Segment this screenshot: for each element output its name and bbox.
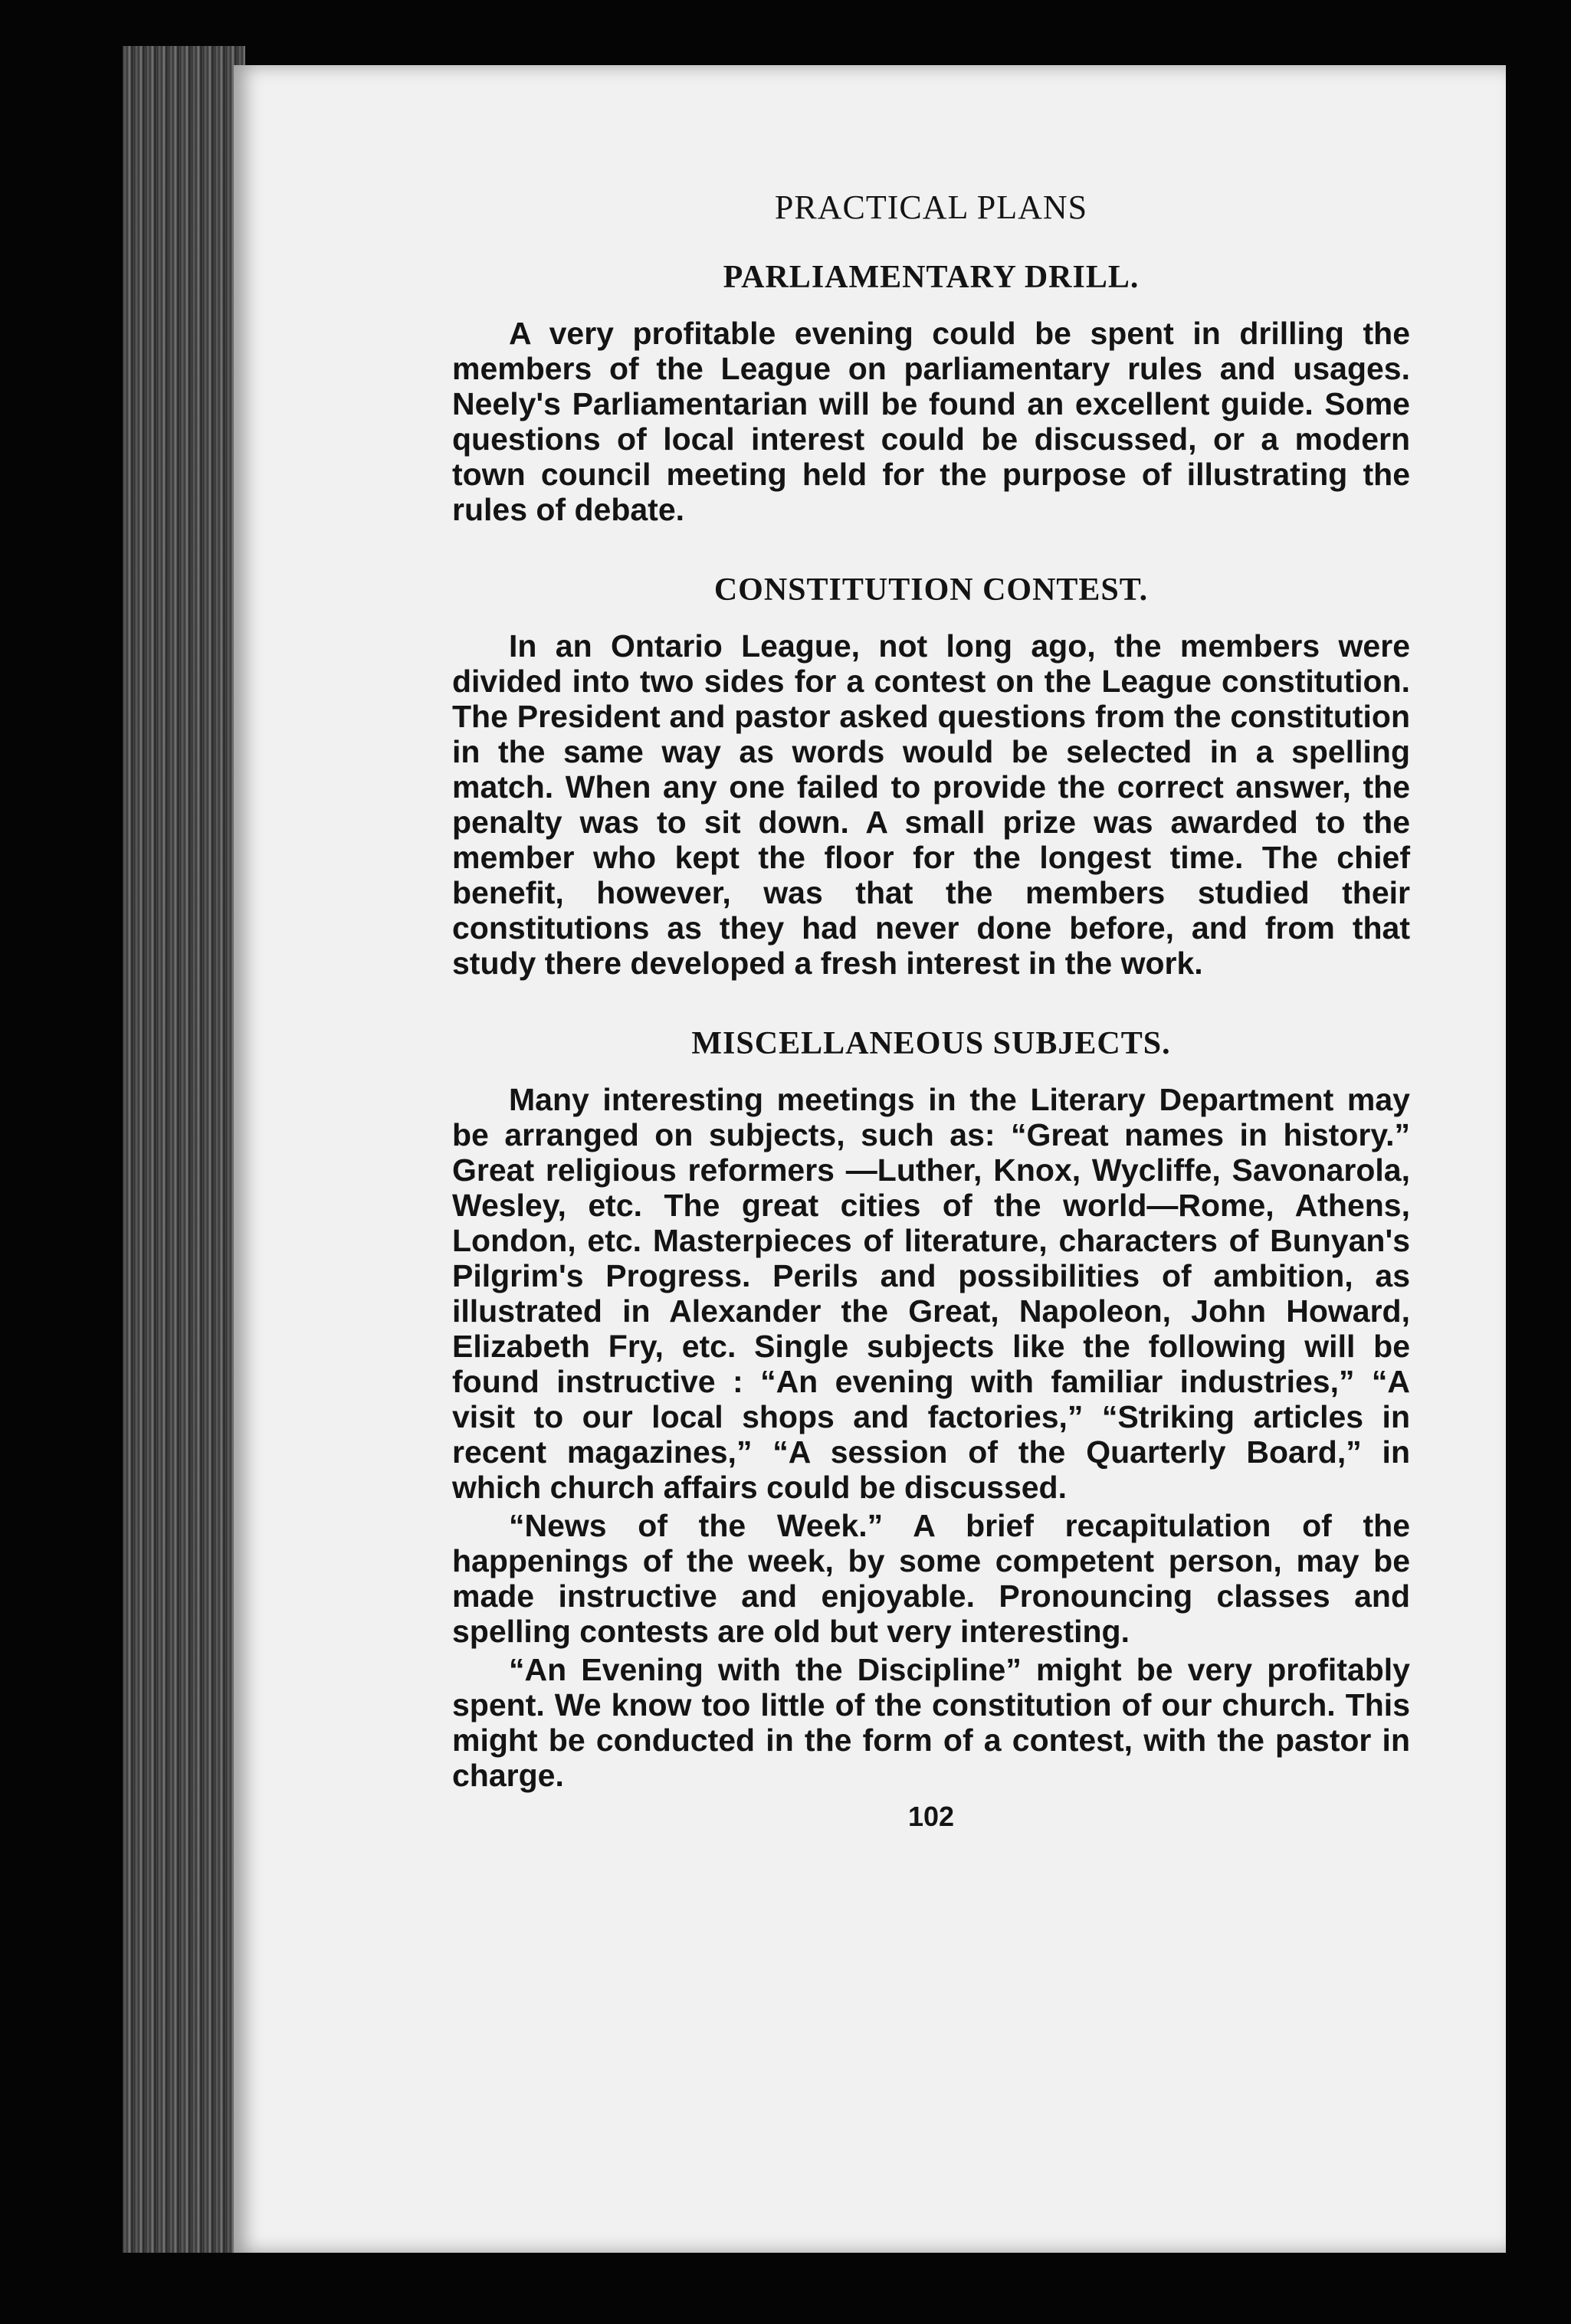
page-number: 102 (907, 1801, 955, 1832)
paragraph: “News of the Week.” A brief recapitulation of the happenings of the week, by some competent person, may be made instructive and enjoyable. Pronouncing classes and spelling contests are old but very interesting. (452, 1508, 1410, 1649)
paragraph: Many interesting meetings in the Literary Department may be arranged on subjects, such as: “Great names in history.” Great religious reformers —Luther, Knox, Wycliffe, Savonarola, Wesley, etc. The great cities of the world—Rome, Athens, London, etc. Masterpieces of literature, characters of Bunyan's Pilgrim's Progress. Perils and possibilities of ambition, as illustrated in Alexander the Great, Napoleon, John Howard, Elizabeth Fry, etc. Single subjects like the following will be found instructive : “An evening with familiar industries,” “A visit to our local shops and factories,” “Striking articles in recent magazines,” “A session of the Quarterly Board,” in which church affairs could be discussed. (452, 1082, 1410, 1505)
paragraph: “An Evening with the Discipline” might be very profitably spent. We know too little of the constitution of our church. This might be conducted in the form of a contest, with the pastor in charge. (452, 1652, 1410, 1793)
page-sheet (234, 65, 1506, 2253)
running-head: PRACTICAL PLANS (774, 188, 1088, 226)
section-title: CONSTITUTION CONTEST. (713, 572, 1149, 608)
text-block (452, 188, 1410, 1833)
paragraph: A very profitable evening could be spent in drilling the members of the League on parliamentary rules and usages. Neely's Parliamentarian will be found an excellent guide. Some questions of local interest could be discussed, or a modern town council meeting held for the purpose of illustrating the rules of debate. (452, 316, 1410, 527)
section-miscellaneous-subjects (452, 1025, 1410, 1793)
section-title: PARLIAMENTARY DRILL. (723, 260, 1140, 295)
section-title: MISCELLANEOUS SUBJECTS. (691, 1026, 1171, 1061)
section-parliamentary-drill (452, 259, 1410, 527)
paragraph: In an Ontario League, not long ago, the members were divided into two sides for a contest on the League constitution. The President and pastor asked questions from the constitution in the same way as words would be selected in a spelling match. When any one failed to provide the correct answer, the penalty was to sit down. A small prize was awarded to the member who kept the floor for the longest time. The chief benefit, however, was that the members studied their constitutions as they had never done before, and from that study there developed a fresh interest in the work. (452, 628, 1410, 981)
book-spine-edge (123, 46, 245, 2253)
section-constitution-contest (452, 572, 1410, 981)
